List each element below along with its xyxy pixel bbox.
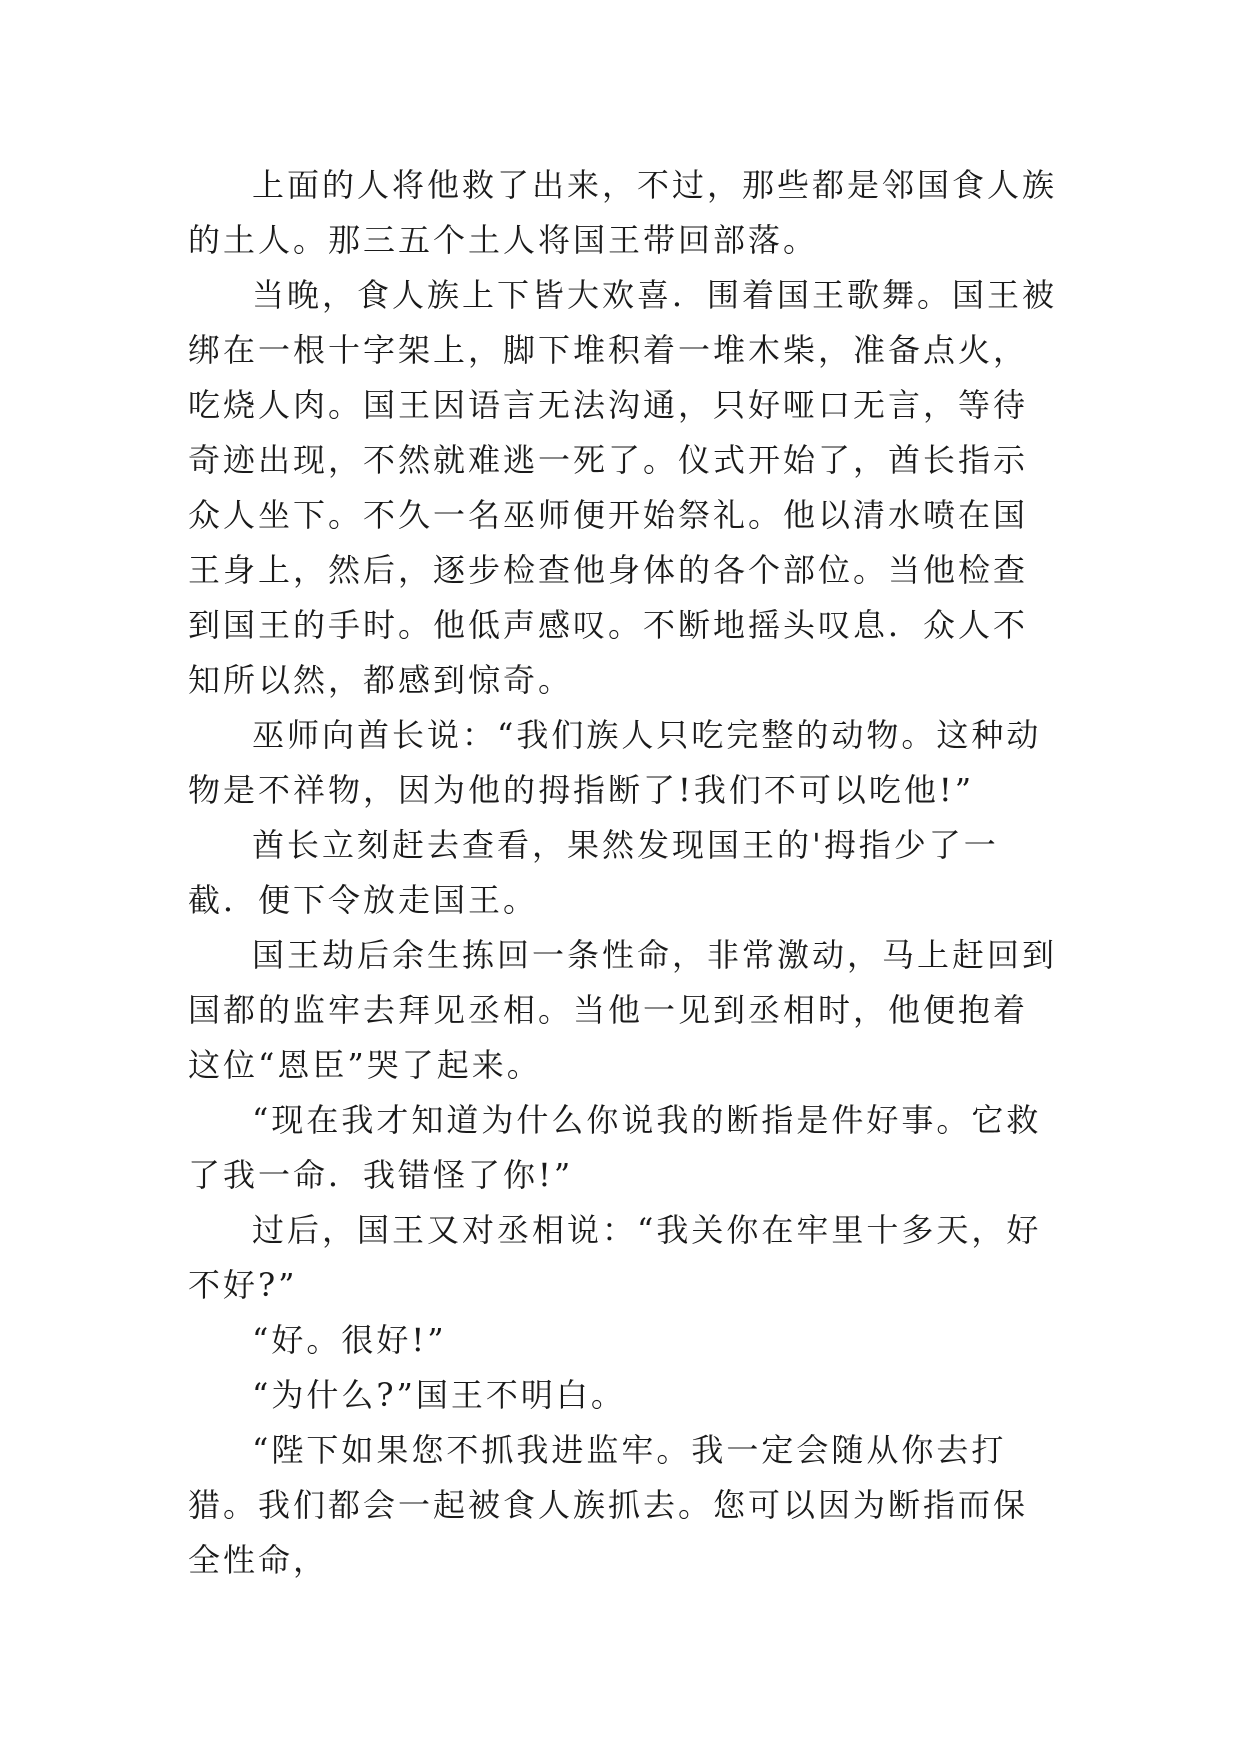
paragraph-10: “陛下如果您不抓我进监牢。我一定会随从你去打猎。我们都会一起被食人族抓去。您可以因为断指而保全性命， <box>188 1431 1029 1579</box>
document-body <box>188 158 1058 1588</box>
paragraph-4: 酋长立刻赶去查看，果然发现国王的'拇指少了一截．便下令放走国王。 <box>188 826 999 919</box>
paragraph-3: 巫师向酋长说：“我们族人只吃完整的动物。这种动物是不祥物，因为他的拇指断了!我们不可以吃他!” <box>188 716 1042 809</box>
paragraph-8: “好。很好!” <box>252 1321 447 1359</box>
paragraph-7: 过后，国王又对丞相说：“我关你在牢里十多天，好不好?” <box>188 1211 1042 1304</box>
paragraph-9: “为什么?”国王不明白。 <box>252 1376 626 1414</box>
paragraph-2: 当晚，食人族上下皆大欢喜．围着国王歌舞。国王被绑在一根十字架上，脚下堆积着一堆木柴，准备点火，吃烧人肉。国王因语言无法沟通，只好哑口无言，等待奇迹出现，不然就难逃一死了。仪式开始了，酋长指示众人坐下。不久一名巫师便开始祭礼。他以清水喷在国王身上，然后，逐步检查他身体的各个部位。当他检查到国王的手时。他低声感叹。不断地摇头叹息．众人不知所以然，都感到惊奇。 <box>188 276 1058 699</box>
paragraph-5: 国王劫后余生拣回一条性命，非常激动，马上赶回到国都的监牢去拜见丞相。当他一见到丞相时，他便抱着这位“恩臣”哭了起来。 <box>188 936 1058 1084</box>
paragraph-1: 上面的人将他救了出来，不过，那些都是邻国食人族的土人。那三五个土人将国王带回部落。 <box>188 166 1058 259</box>
paragraph-6: “现在我才知道为什么你说我的断指是件好事。它救了我一命．我错怪了你!” <box>188 1101 1042 1194</box>
